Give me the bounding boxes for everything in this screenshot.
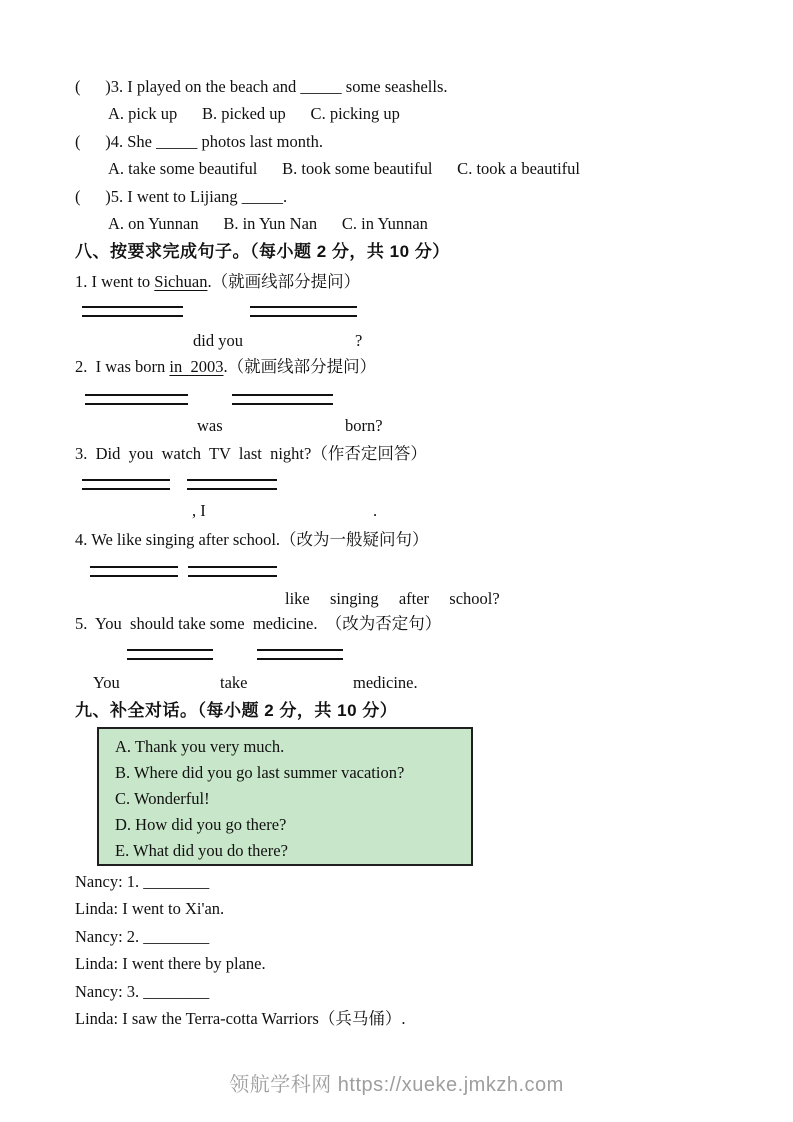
s8-q5-answer-seg-3: medicine. (353, 673, 418, 692)
s8-q3-pre: 3. Did you watch TV last night? (75, 444, 312, 463)
s8-q4-post: （改为一般疑问句） (280, 530, 429, 549)
dialogue-linda-1: Linda: I went to Xi'an. (75, 899, 225, 918)
s8-q1-answer-seg-1: did you (193, 331, 243, 350)
box-option-c: C. Wonderful! (115, 789, 210, 808)
s8-q4-answer-seg-1: like singing after school? (285, 589, 500, 608)
s8-q5-line (75, 614, 441, 634)
mc-question-5: ( )5. I went to Lijiang _____. (75, 187, 288, 206)
s8-q1-pre: 1. I went to (75, 272, 155, 291)
mc-question-4: ( )4. She _____ photos last month. (75, 132, 323, 151)
mc-options-3: A. pick up B. picked up C. picking up (108, 104, 400, 123)
s8-q5-answer-seg-1: You (93, 673, 120, 692)
s8-q2-answer-seg-1: was (197, 416, 223, 435)
s8-q2-answer-blank-1 (85, 394, 188, 405)
dialogue-nancy-3: Nancy: 3. ________ (75, 982, 210, 1001)
s8-q3-post: （作否定回答） (311, 444, 427, 463)
s8-q2-line (75, 357, 376, 377)
s8-q1-answer-seg-2: ? (355, 331, 363, 350)
dialogue-nancy-1: Nancy: 1. ________ (75, 872, 210, 891)
dialogue-nancy-2: Nancy: 2. ________ (75, 927, 210, 946)
s8-q4-answer-blank-2 (188, 566, 277, 577)
box-option-e: E. What did you do there? (115, 841, 288, 860)
s8-q1-line (75, 272, 360, 292)
s8-q2-post: .（就画线部分提问） (223, 357, 377, 376)
s8-q3-answer-seg-1: , I (192, 501, 206, 520)
section8-heading: 八、按要求完成句子。（每小题 2 分，共 10 分） (75, 242, 450, 261)
s8-q1-answer-blank-2 (250, 306, 357, 317)
s8-q1-answer-blank-1 (82, 306, 183, 317)
s8-q5-answer-blank-1 (127, 649, 213, 660)
mc-options-5: A. on Yunnan B. in Yun Nan C. in Yunnan (108, 214, 428, 233)
s8-q3-answer-blank-2 (187, 479, 277, 490)
s8-q3-answer-seg-2: . (373, 501, 378, 520)
watermark: 领航学科网 https://xueke.jmkzh.com (229, 1074, 564, 1096)
dialogue-linda-3: Linda: I saw the Terra-cotta Warriors（兵马俑）. (75, 1009, 406, 1028)
box-option-d: D. How did you go there? (115, 815, 287, 834)
s8-q5-pre: 5. You should take some medicine. (75, 614, 326, 633)
box-option-a: A. Thank you very much. (115, 737, 285, 756)
s8-q2-answer-seg-2: born? (345, 416, 383, 435)
section9-heading: 九、补全对话。（每小题 2 分，共 10 分） (75, 701, 398, 720)
s8-q4-pre: 4. We like singing after school. (75, 530, 281, 549)
s8-q2-answer-blank-2 (232, 394, 333, 405)
s8-q2-pre: 2. I was born (75, 357, 170, 376)
dialogue-options-box (97, 727, 473, 866)
s8-q1-underlined: Sichuan (154, 272, 208, 291)
s8-q4-line (75, 530, 429, 550)
box-option-b: B. Where did you go last summer vacation? (115, 763, 405, 782)
s8-q5-answer-seg-2: take (220, 673, 248, 692)
dialogue-linda-2: Linda: I went there by plane. (75, 954, 266, 973)
s8-q2-underlined: in 2003 (169, 357, 224, 376)
s8-q5-post: （改为否定句） (325, 614, 442, 633)
s8-q5-answer-blank-2 (257, 649, 343, 660)
mc-question-3: ( )3. I played on the beach and _____ some seashells. (75, 77, 448, 96)
s8-q3-answer-blank-1 (82, 479, 170, 490)
mc-options-4: A. take some beautiful B. took some beautiful C. took a beautiful (108, 159, 580, 178)
s8-q1-post: .（就画线部分提问） (207, 272, 361, 291)
s8-q4-answer-blank-1 (90, 566, 178, 577)
s8-q3-line (75, 444, 427, 464)
